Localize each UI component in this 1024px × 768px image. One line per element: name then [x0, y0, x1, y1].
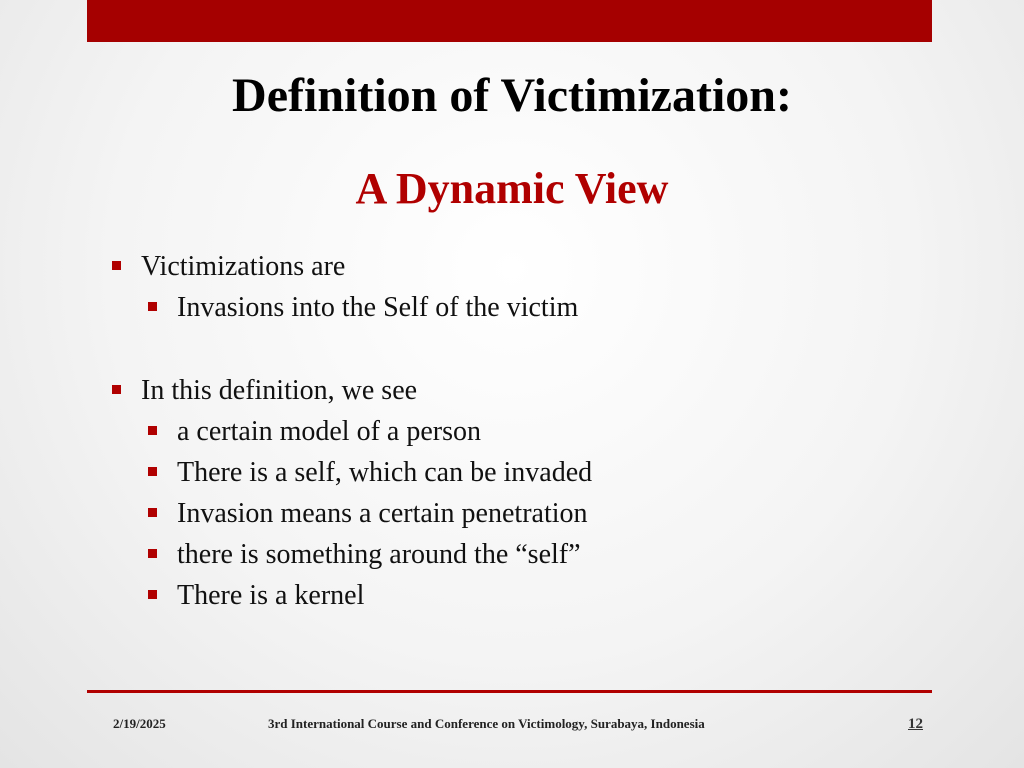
square-bullet-icon — [148, 467, 157, 476]
square-bullet-icon — [148, 590, 157, 599]
bullet-text: Invasion means a certain penetration — [177, 498, 588, 529]
sub-bullet-item — [112, 452, 932, 493]
footer-date: 2/19/2025 — [113, 716, 166, 731]
sub-bullet-item — [112, 411, 932, 452]
square-bullet-icon — [112, 261, 121, 270]
bullet-item — [112, 370, 932, 411]
bullet-text: there is something around the “self” — [177, 539, 581, 570]
bullet-text: a certain model of a person — [177, 416, 481, 447]
bullet-item — [112, 246, 932, 287]
bullet-text: There is a kernel — [177, 580, 365, 611]
bullet-text: Invasions into the Self of the victim — [177, 292, 579, 323]
top-accent-bar — [87, 0, 932, 42]
bullet-list — [112, 246, 932, 616]
bullet-text: In this definition, we see — [141, 375, 418, 406]
bullet-text: There is a self, which can be invaded — [177, 457, 593, 488]
sub-bullet-item — [112, 493, 932, 534]
sub-bullet-item — [112, 575, 932, 616]
slide-number: 12 — [908, 716, 923, 732]
square-bullet-icon — [148, 302, 157, 311]
footer-divider — [87, 690, 932, 693]
square-bullet-icon — [148, 508, 157, 517]
sub-bullet-item — [112, 287, 932, 328]
square-bullet-icon — [112, 385, 121, 394]
bullet-text: Victimizations are — [141, 251, 346, 282]
square-bullet-icon — [148, 549, 157, 558]
square-bullet-icon — [148, 426, 157, 435]
footer-conference: 3rd International Course and Conference on Victimology, Surabaya, Indonesia — [268, 716, 705, 731]
slide-title: Definition of Victimization: — [232, 69, 792, 122]
slide-subtitle: A Dynamic View — [355, 164, 669, 213]
sub-bullet-item — [112, 534, 932, 575]
